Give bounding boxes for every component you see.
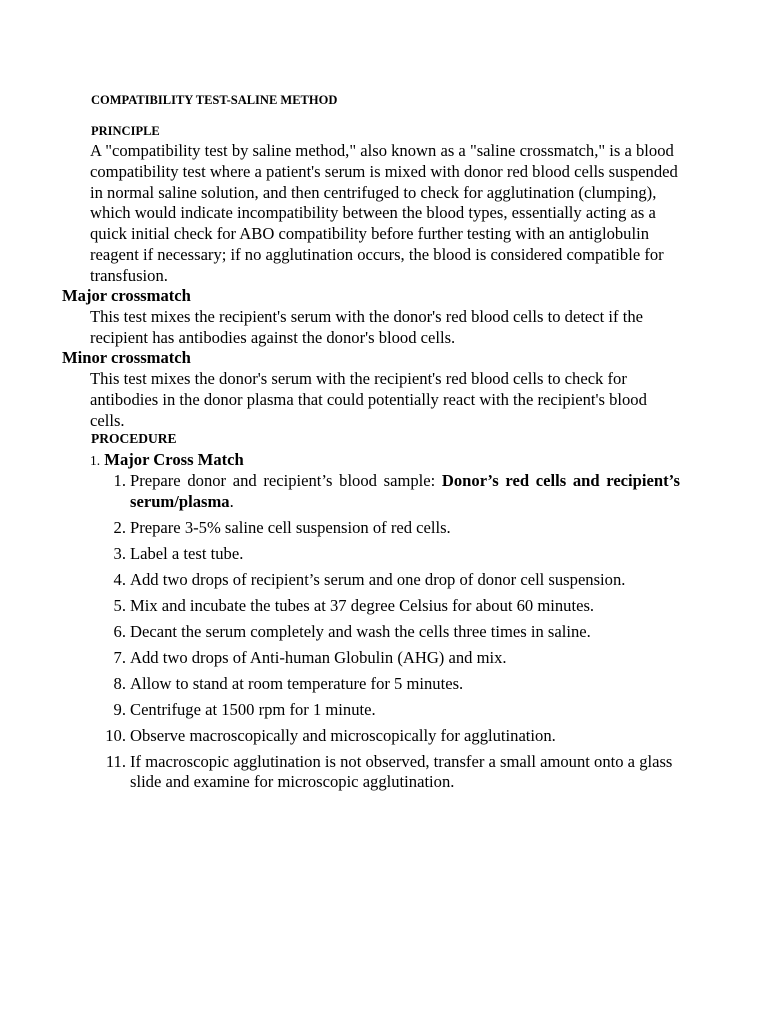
procedure-step — [90, 726, 680, 747]
step-text-plain: Mix and incubate the tubes at 37 degree Celsius for about 60 minutes. — [130, 595, 595, 615]
step-text-plain: Add two drops of recipient’s serum and one drop of donor cell suspension. — [130, 569, 626, 589]
step-text — [130, 726, 680, 747]
step-number: 8. — [113, 673, 126, 693]
step-number: 2. — [113, 517, 126, 537]
step-text — [130, 674, 680, 695]
step-text-plain: Centrifuge at 1500 rpm for 1 minute. — [130, 699, 376, 719]
minor-crossmatch-heading: Minor crossmatch — [62, 348, 191, 367]
minor-crossmatch-paragraph: This test mixes the donor's serum with the recipient's red blood cells to check for antibodies in the donor plasma that could potentially react with the recipient's blood cells. — [90, 369, 647, 430]
step-text — [130, 518, 680, 539]
step-text-plain: If macroscopic agglutination is not observed, transfer a small amount onto a glass slide and examine for microscopic agglutination. — [130, 751, 673, 792]
major-crossmatch-heading: Major crossmatch — [62, 286, 191, 305]
step-number: 5. — [113, 595, 126, 615]
document-title: COMPATIBILITY TEST-SALINE METHOD — [91, 93, 338, 107]
step-text — [130, 471, 680, 513]
step-text — [130, 752, 680, 794]
step-number: 6. — [113, 621, 126, 641]
step-text — [130, 700, 680, 721]
procedure-step — [90, 674, 680, 695]
procedure-heading: PROCEDURE — [91, 431, 177, 446]
step-text — [130, 596, 680, 617]
procedure-step — [90, 596, 680, 617]
procedure-steps-list — [90, 471, 680, 798]
step-text — [130, 544, 680, 565]
step-number: 11. — [105, 751, 126, 771]
step-text-bold: Donor’s red cells and recipient’s serum/plasma — [130, 471, 680, 511]
principle-heading: PRINCIPLE — [91, 124, 160, 138]
step-text-plain: Prepare 3-5% saline cell suspension of red cells. — [130, 517, 451, 537]
step-text-plain: Allow to stand at room temperature for 5 minutes. — [130, 673, 464, 693]
step-number: 3. — [113, 543, 126, 563]
procedure-step — [90, 622, 680, 643]
step-text — [130, 622, 680, 643]
step-number: 9. — [113, 699, 126, 719]
step-number: 7. — [113, 647, 126, 667]
step-text — [130, 570, 680, 591]
step-number: 10. — [105, 725, 126, 745]
section-header — [90, 450, 244, 470]
section-number: 1. — [90, 453, 101, 468]
step-text — [130, 648, 680, 669]
step-text-plain: Observe macroscopically and microscopically for agglutination. — [130, 725, 556, 745]
step-text-plain: Add two drops of Anti-human Globulin (AHG) and mix. — [130, 647, 507, 667]
step-text-plain: Prepare donor and recipient’s blood sample: — [130, 471, 442, 490]
major-crossmatch-paragraph: This test mixes the recipient's serum with the donor's red blood cells to detect if the recipient has antibodies against the donor's blood cells. — [90, 307, 643, 347]
step-text-plain: Decant the serum completely and wash the cells three times in saline. — [130, 621, 591, 641]
procedure-step — [90, 544, 680, 565]
procedure-step — [90, 570, 680, 591]
procedure-step — [90, 518, 680, 539]
step-number: 4. — [113, 569, 126, 589]
procedure-step — [90, 700, 680, 721]
procedure-step — [90, 648, 680, 669]
step-text-suffix: . — [229, 491, 234, 511]
principle-paragraph: A "compatibility test by saline method," also known as a "saline crossmatch," is a blood compatibility test where a patient's serum is mixed with donor red blood cells suspended in normal saline solution, and then centrifuged to check for agglutination (clumping), which would indicate incompatibility between the blood types, essentially acting as a quick initial check for ABO compatibility before further testing with an antiglobulin reagent if necessary; if no agglutination occurs, the blood is considered compatible for transfusion. — [90, 141, 678, 285]
procedure-step — [90, 471, 680, 513]
step-number: 1. — [113, 471, 126, 490]
section-title: Major Cross Match — [104, 450, 244, 469]
procedure-step — [90, 752, 680, 794]
step-text-plain: Label a test tube. — [130, 543, 244, 563]
